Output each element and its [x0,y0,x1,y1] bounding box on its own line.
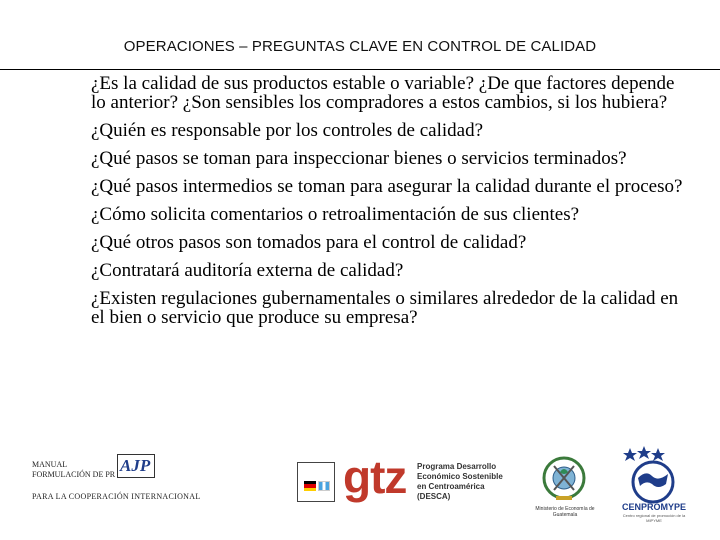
desca-line: en Centroamérica [417,482,485,491]
manual-line: MANUAL [32,460,68,469]
cenpromype-logo-icon [620,444,686,506]
cenpromype-name: CENPROMYPE [621,502,686,512]
ajp-logo-text: AJP [120,456,151,475]
ajp-logo [117,454,155,478]
question-list [91,74,691,336]
question-item: ¿Es la calidad de sus productos estable o variable? ¿De que factores depende lo anterior? ¿Son sensibles los compradores a estos cambios, si los hubiera? [91,73,675,113]
cenpromype-tagline: Centro regional de promoción de la MIPYME [622,513,686,523]
question-item: ¿Qué pasos se toman para inspeccionar bienes o servicios terminados? [91,148,627,169]
question-item: ¿Qué otros pasos son tomados para el control de calidad? [91,232,527,253]
desca-logo-text [417,462,503,502]
question-item: ¿Contratará auditoría externa de calidad? [91,260,404,281]
title-divider [0,69,720,70]
slide-title: OPERACIONES – PREGUNTAS CLAVE EN CONTROL DE CALIDAD [123,38,597,55]
desca-line: (DESCA) [417,492,451,501]
question-item: ¿Cómo solicita comentarios o retroalimentación de sus clientes? [91,204,580,225]
cooperation-caption: PARA LA COOPERACIÓN INTERNACIONAL [32,492,201,501]
question-item: ¿Qué pasos intermedios se toman para asegurar la calidad durante el proceso? [91,176,683,197]
question-item: ¿Quién es responsable por los controles de calidad? [91,120,484,141]
manual-line: FORMULACIÓN DE PR [32,470,116,479]
guatemala-flag-icon [318,481,330,491]
question-item: ¿Existen regulaciones gubernamentales o similares alrededor de la calidad en el bien o servicio que produce su empresa? [91,288,679,328]
footer-logos [0,440,720,540]
germany-flag-icon [304,481,316,491]
guatemala-coat-of-arms-icon [530,450,598,504]
manual-caption [32,460,115,480]
ministry-badge-logo [297,462,335,502]
ministry-caption: Ministerio de Economía de Guatemala [535,506,595,518]
gtz-logo: gtz [343,451,407,503]
desca-line: Económico Sostenible [417,472,503,481]
desca-line: Programa Desarrollo [417,462,497,471]
